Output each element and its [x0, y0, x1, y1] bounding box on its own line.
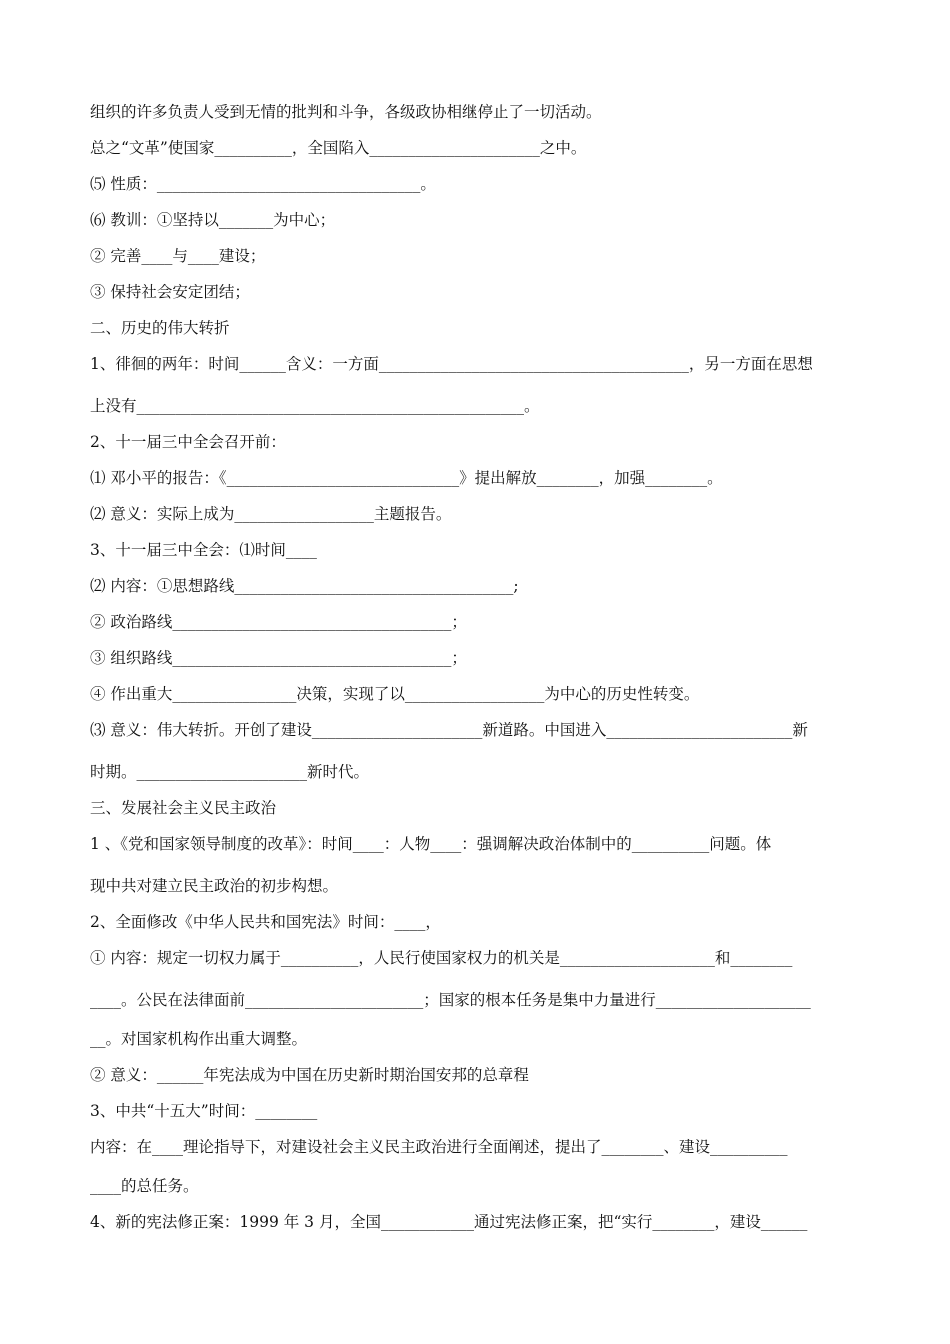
text-line: 2、十一届三中全会召开前：: [90, 433, 286, 451]
text-line: ⑴ 邓小平的报告：《______________________________》提出解放________，加强________。: [90, 469, 723, 487]
text-line: ③ 保持社会安定团结；: [90, 283, 250, 301]
text-line: 3、中共“十五大”时间：________: [90, 1102, 318, 1120]
text-line: ____的总任务。: [90, 1177, 199, 1195]
text-line: 3、十一届三中全会：⑴时间____: [90, 541, 317, 559]
text-line: 内容：在____理论指导下，对建设社会主义民主政治进行全面阐述，提出了________、建设__________: [90, 1138, 788, 1156]
text-line: 组织的许多负责人受到无情的批判和斗争，各级政协相继停止了一切活动。: [90, 103, 602, 121]
text-line: 时期。______________________新时代。: [90, 763, 370, 781]
text-line: ⑹ 教训：①坚持以_______为中心；: [90, 211, 336, 229]
section-heading: 三、发展社会主义民主政治: [90, 799, 277, 817]
text-line: 4、新的宪法修正案：1999 年 3 月，全国____________通过宪法修正案，把“实行________，建设______: [90, 1213, 808, 1231]
text-line: ② 完善____与____建设；: [90, 247, 266, 265]
text-line: ① 内容：规定一切权力属于__________，人民行使国家权力的机关是____________________和________: [90, 949, 793, 967]
text-line: 1、徘徊的两年：时间______含义：一方面________________________________________，另一方面在思想: [90, 355, 813, 373]
text-line: ④ 作出重大________________决策，实现了以__________________为中心的历史性转变。: [90, 685, 700, 703]
text-line: ② 意义：______年宪法成为中国在历史新时期治国安邦的总章程: [90, 1066, 529, 1084]
text-line: 2、全面修改《中华人民共和国宪法》时间：____，: [90, 913, 441, 931]
text-line: ② 政治路线____________________________________；: [90, 613, 467, 631]
text-line: ⑸ 性质：__________________________________。: [90, 175, 436, 193]
section-heading: 二、历史的伟大转折: [90, 319, 230, 337]
text-line: 上没有__________________________________________________。: [90, 397, 540, 415]
text-line: ③ 组织路线____________________________________；: [90, 649, 467, 667]
text-line: 1 、《党和国家领导制度的改革》：时间____：人物____：强调解决政治体制中的__________问题。体: [90, 835, 772, 853]
text-line: __。对国家机构作出重大调整。: [90, 1030, 308, 1048]
text-line: 现中共对建立民主政治的初步构想。: [90, 877, 339, 895]
text-line: ____。公民在法律面前_______________________；国家的根本任务是集中力量进行____________________: [90, 991, 811, 1009]
text-line: ⑵ 内容：①思想路线____________________________________;: [90, 577, 519, 595]
text-line: ⑵ 意义：实际上成为__________________主题报告。: [90, 505, 452, 523]
text-line: ⑶ 意义：伟大转折。开创了建设______________________新道路。中国进入________________________新: [90, 721, 808, 739]
text-line: 总之“文革”使国家__________，全国陷入______________________之中。: [90, 139, 587, 157]
